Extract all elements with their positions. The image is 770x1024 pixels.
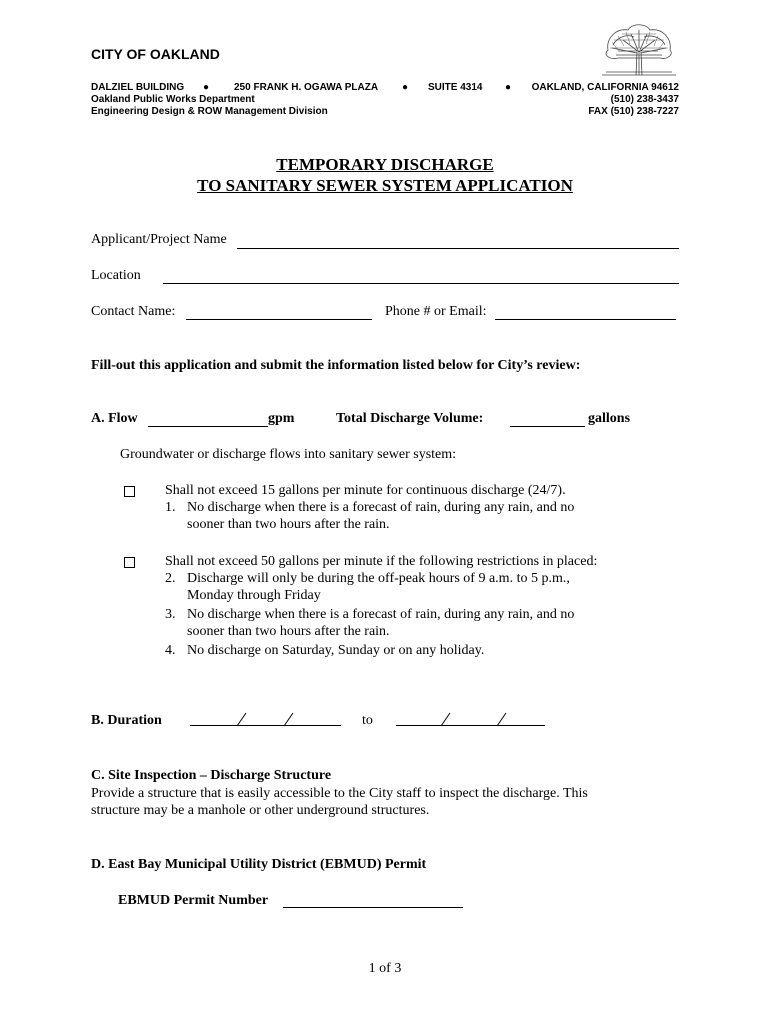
bullet-3: ● [505,82,512,93]
contact-label: Contact Name: [91,304,176,319]
volume-input-line[interactable] [510,426,585,427]
flow-input-line[interactable] [148,426,268,427]
discharge-intro: Groundwater or discharge flows into sanitary sewer system: [120,447,457,462]
list-item-number: 2. [165,571,176,586]
address-city: OAKLAND, CALIFORNIA 94612 [531,82,679,93]
option-15gpm-checkbox[interactable] [124,486,135,497]
list-item-number: 4. [165,643,176,658]
address-suite: SUITE 4314 [428,82,483,93]
instruction-text: Fill-out this application and submit the information listed below for City’s review: [91,358,581,373]
page-number: 1 of 3 [368,961,402,976]
list-item-text: No discharge when there is a forecast of rain, during any rain, and no [187,500,575,515]
location-input-line[interactable] [163,283,679,284]
site-inspection-heading: C. Site Inspection – Discharge Structure [91,768,332,783]
option-15gpm-heading: Shall not exceed 15 gallons per minute for continuous discharge (24/7). [165,483,566,498]
title-line-2: TO SANITARY SEWER SYSTEM APPLICATION [197,176,573,195]
ebmud-heading: D. East Bay Municipal Utility District (EBMUD) Permit [91,857,427,872]
division: Engineering Design & ROW Management Division [91,106,328,117]
option-50gpm-heading: Shall not exceed 50 gallons per minute if the following restrictions in placed: [165,554,598,569]
list-item-text: No discharge when there is a forecast of rain, during any rain, and no [187,607,575,622]
department: Oakland Public Works Department [91,94,255,105]
contact-input-line[interactable] [186,319,372,320]
list-item-text-cont: Monday through Friday [187,588,321,603]
list-item-text-cont: sooner than two hours after the rain. [187,517,390,532]
ebmud-permit-input-line[interactable] [283,907,463,908]
duration-end-date-field[interactable] [396,710,546,730]
flow-label: A. Flow [91,411,138,426]
oakland-tree-logo [598,20,680,76]
location-label: Location [91,268,141,283]
phone-email-input-line[interactable] [495,319,676,320]
bullet-2: ● [402,82,409,93]
flow-unit: gpm [268,411,295,426]
applicant-label: Applicant/Project Name [91,232,227,247]
city-name: CITY OF OAKLAND [91,46,220,62]
duration-start-date-field[interactable] [190,710,342,730]
duration-label: B. Duration [91,713,162,728]
title-line-1: TEMPORARY DISCHARGE [276,155,494,174]
ebmud-permit-label: EBMUD Permit Number [118,893,269,908]
list-item-text: Discharge will only be during the off-peak hours of 9 a.m. to 5 p.m., [187,571,570,586]
applicant-input-line[interactable] [237,248,679,249]
list-item-text: No discharge on Saturday, Sunday or on any holiday. [187,643,485,658]
phone: (510) 238-3437 [610,94,679,105]
address-building: DALZIEL BUILDING [91,82,185,93]
fax: FAX (510) 238-7227 [588,106,679,117]
phone-email-label: Phone # or Email: [385,304,487,319]
address-street: 250 FRANK H. OGAWA PLAZA [234,82,379,93]
volume-label: Total Discharge Volume: [336,411,484,426]
option-50gpm-checkbox[interactable] [124,557,135,568]
duration-to-label: to [362,713,373,728]
site-inspection-text-1: Provide a structure that is easily accessible to the City staff to inspect the discharge. This [91,786,588,801]
list-item-number: 3. [165,607,176,622]
site-inspection-text-2: structure may be a manhole or other underground structures. [91,803,430,818]
list-item-text-cont: sooner than two hours after the rain. [187,624,390,639]
bullet-1: ● [203,82,210,93]
volume-unit: gallons [588,411,631,426]
list-item-number: 1. [165,500,176,515]
